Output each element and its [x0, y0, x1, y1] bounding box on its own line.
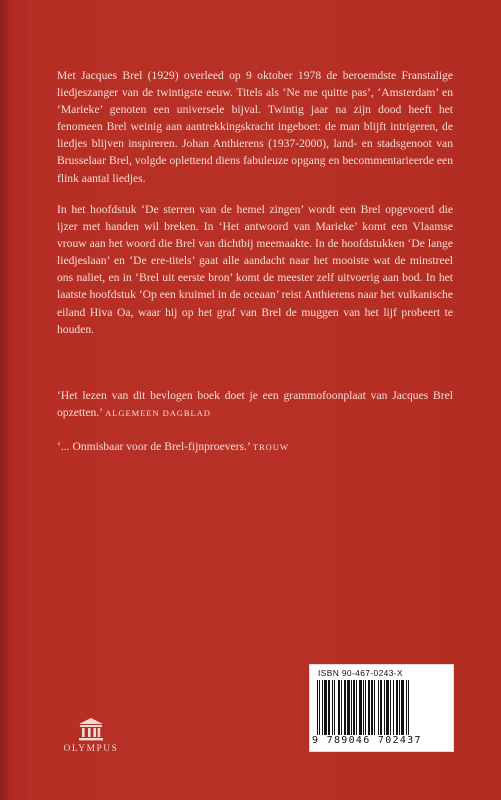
review-quote-1 — [57, 387, 453, 422]
review-quote-1-paragraph — [57, 387, 453, 422]
temple-icon — [78, 716, 104, 742]
review-quote-2 — [57, 438, 453, 456]
review-quote-2-text: ‘... Onmisbaar voor de Brel-fijnproevers.’ — [57, 440, 250, 453]
ean-number: 9 789046 702437 — [312, 735, 422, 746]
review-quote-2-paragraph — [57, 438, 453, 456]
publisher-name: OLYMPUS — [63, 744, 119, 754]
barcode-icon — [317, 680, 446, 735]
barcode-label — [309, 664, 454, 752]
review-quote-1-text: ‘Het lezen van dit bevlogen boek doet je een grammofoonplaat van Jacques Brel opzetten.’ — [57, 389, 453, 420]
publisher-logo — [56, 716, 126, 766]
blurb-text-2: In het hoofdstuk ‘De sterren van de hemel zingen’ wordt een Brel opgevoerd die ijzer met handen wil breken. In ‘Het antwoord van Marieke’ komt een Vlaamse vrouw aan het woord die Brel van dichtbij meemaakte. In de hoofdstukken ‘De lange liedjeslaan’ en ‘De ere-titels’ gaat alle aandacht naar het mooiste wat de minstreel ons naliet, en in ‘Brel uit eerste bron’ komt de meester zelf uitvoerig aan bod. In het laatste hoofdstuk ‘Op een kruimel in de oceaan’ reist Anthierens naar het vulkanische eiland Hiva Oa, waar hij op het graf van Brel de muggen van het lijf probeert te houden. — [57, 203, 453, 336]
blurb-paragraph-2 — [57, 201, 453, 338]
blurb-paragraph-1 — [57, 67, 453, 187]
review-quote-2-source: TROUW — [252, 442, 289, 452]
isbn-number: ISBN 90-467-0243-X — [318, 668, 403, 678]
blurb-text-1: Met Jacques Brel (1929) overleed op 9 oktober 1978 de beroemdste Franstalige liedjeszanger van de twintigste eeuw. Titels als ‘Ne me quitte pas’, ‘Amsterdam’ en ‘Marieke’ genoten een universele bijval. Twintig jaar na zijn dood heeft het fenomeen Brel weinig aan aantrekkingskracht ingeboet: de man blijft intrigeren, de liedjes blijven inspireren. Johan Anthierens (1937-2000), land- en stadsgenoot van Brusselaar Brel, volgde oplettend diens fabuleuze opgang en becommentarieerde een flink aantal liedjes. — [57, 69, 453, 185]
review-quote-1-source: ALGEMEEN DAGBLAD — [105, 408, 211, 419]
